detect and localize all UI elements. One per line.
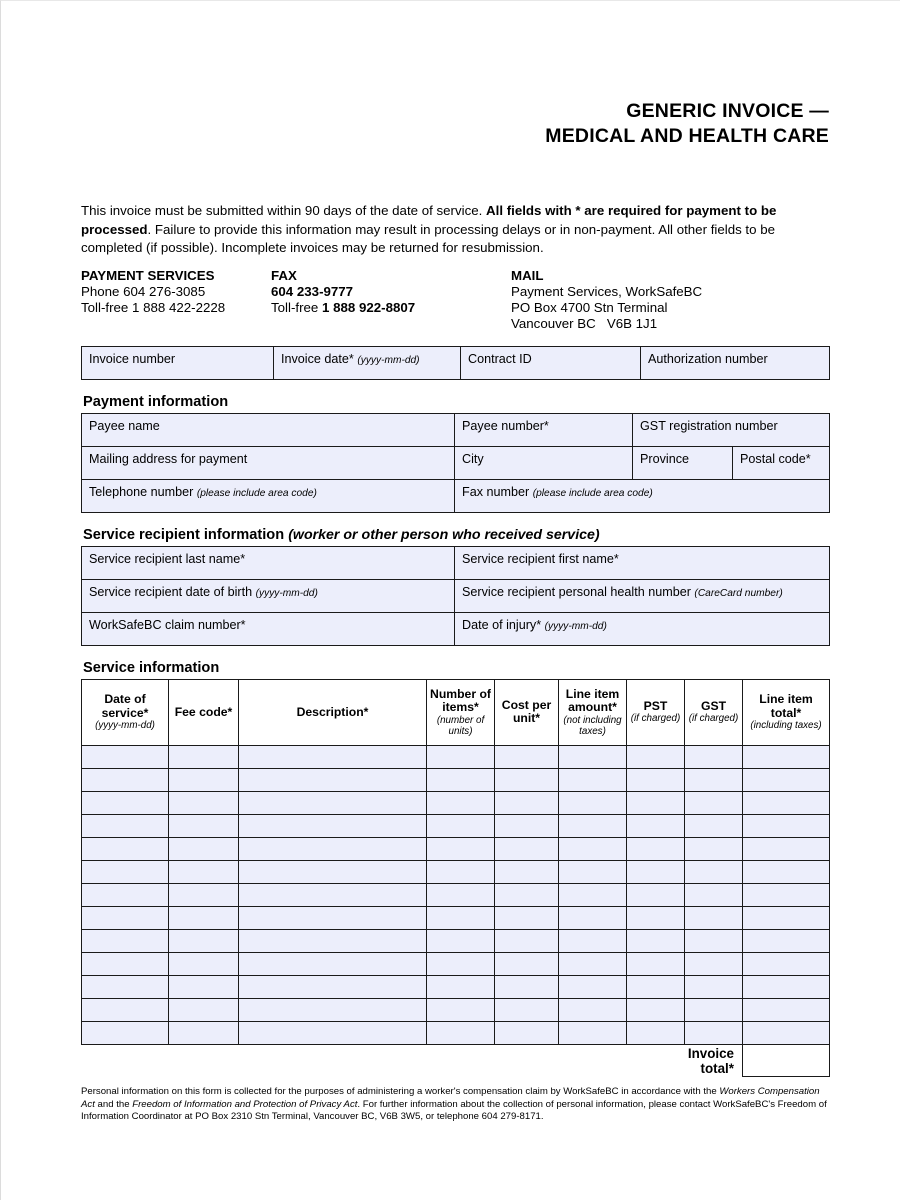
service-column-header-0	[82, 679, 169, 745]
section-heading-service-information-text: Service information	[83, 659, 220, 676]
field-payee-number[interactable]	[455, 413, 633, 446]
page-title-line2: MEDICAL AND HEALTH CARE	[545, 125, 829, 147]
service-column-header-3	[427, 679, 495, 745]
service-cell-r11-c2[interactable]	[239, 998, 427, 1021]
contact-mail-heading: MAIL	[511, 267, 544, 283]
field-mailing-address[interactable]	[82, 446, 455, 479]
service-cell-r3-c1[interactable]	[169, 814, 239, 837]
contact-mail-line1: Payment Services, WorkSafeBC	[511, 283, 703, 299]
service-cell-r2-c4[interactable]	[495, 791, 559, 814]
field-city[interactable]	[455, 446, 633, 479]
page-title	[81, 1, 829, 149]
contact-fax-number: 604 233-9777	[271, 283, 354, 299]
service-cell-r12-c2[interactable]	[239, 1021, 427, 1044]
table-row	[82, 446, 830, 479]
field-recipient-date-of-birth-label: Service recipient date of birth	[89, 584, 253, 599]
service-cell-r5-c7[interactable]	[685, 860, 743, 883]
service-table-row	[82, 952, 830, 975]
service-cell-r8-c5[interactable]	[559, 929, 627, 952]
contact-payment-services-heading: PAYMENT SERVICES	[81, 267, 215, 283]
service-column-header-hint: (if charged)	[630, 713, 681, 725]
service-column-header-hint: (including taxes)	[750, 720, 822, 732]
service-cell-r0-c3[interactable]	[427, 745, 495, 768]
service-cell-r8-c2[interactable]	[239, 929, 427, 952]
field-recipient-personal-health-number-hint: (CareCard number)	[694, 587, 783, 599]
contact-mail	[511, 268, 702, 333]
service-cell-r6-c1[interactable]	[169, 883, 239, 906]
service-table-row	[82, 929, 830, 952]
service-cell-r4-c8[interactable]	[743, 837, 830, 860]
field-invoice-date-hint: (yyyy-mm-dd)	[357, 354, 420, 366]
service-cell-r9-c8[interactable]	[743, 952, 830, 975]
service-cell-r2-c2[interactable]	[239, 791, 427, 814]
table-row	[82, 612, 830, 645]
invoice-total-row	[82, 1044, 830, 1077]
service-cell-r9-c2[interactable]	[239, 952, 427, 975]
service-table-row	[82, 998, 830, 1021]
service-cell-r10-c2[interactable]	[239, 975, 427, 998]
service-cell-r4-c1[interactable]	[169, 837, 239, 860]
section-heading-service-recipient-text: Service recipient information	[83, 526, 285, 543]
form-sheet	[81, 1, 829, 1124]
service-cell-r7-c8[interactable]	[743, 906, 830, 929]
service-cell-r1-c0[interactable]	[82, 768, 169, 791]
field-payee-name-label: Payee name	[89, 418, 160, 433]
service-column-header-6	[627, 679, 685, 745]
service-cell-r8-c3[interactable]	[427, 929, 495, 952]
service-table-body	[82, 745, 830, 1044]
service-cell-r5-c8[interactable]	[743, 860, 830, 883]
service-cell-r3-c4[interactable]	[495, 814, 559, 837]
service-cell-r6-c3[interactable]	[427, 883, 495, 906]
service-cell-r3-c8[interactable]	[743, 814, 830, 837]
service-table-row	[82, 1021, 830, 1044]
service-cell-r0-c8[interactable]	[743, 745, 830, 768]
field-recipient-date-of-birth[interactable]	[82, 579, 455, 612]
service-cell-r10-c7[interactable]	[685, 975, 743, 998]
service-cell-r1-c8[interactable]	[743, 768, 830, 791]
service-cell-r3-c2[interactable]	[239, 814, 427, 837]
service-cell-r11-c1[interactable]	[169, 998, 239, 1021]
service-column-header-hint: (if charged)	[688, 713, 739, 725]
field-recipient-personal-health-number-label: Service recipient personal health number	[462, 584, 691, 599]
field-fax-number-label: Fax number	[462, 484, 530, 499]
service-column-header-2	[239, 679, 427, 745]
service-cell-r9-c5[interactable]	[559, 952, 627, 975]
field-claim-number-label: WorkSafeBC claim number*	[89, 617, 246, 632]
service-cell-r6-c0[interactable]	[82, 883, 169, 906]
service-column-header-label: Cost per unit*	[501, 697, 552, 726]
service-cell-r10-c5[interactable]	[559, 975, 627, 998]
field-recipient-last-name[interactable]	[82, 546, 455, 579]
service-cell-r9-c1[interactable]	[169, 952, 239, 975]
service-cell-r3-c5[interactable]	[559, 814, 627, 837]
service-cell-r12-c7[interactable]	[685, 1021, 743, 1044]
service-cell-r4-c3[interactable]	[427, 837, 495, 860]
service-table-header-row	[82, 679, 830, 745]
service-cell-r11-c5[interactable]	[559, 998, 627, 1021]
service-cell-r5-c1[interactable]	[169, 860, 239, 883]
service-cell-r10-c6[interactable]	[627, 975, 685, 998]
contact-fax	[271, 268, 415, 317]
service-cell-r7-c1[interactable]	[169, 906, 239, 929]
service-cell-r3-c6[interactable]	[627, 814, 685, 837]
service-table-row	[82, 791, 830, 814]
field-contract-id[interactable]	[461, 346, 641, 379]
service-table-row	[82, 814, 830, 837]
intro-paragraph	[81, 202, 791, 258]
service-cell-r4-c0[interactable]	[82, 837, 169, 860]
field-invoice-date[interactable]	[274, 346, 461, 379]
field-telephone-number-label: Telephone number	[89, 484, 194, 499]
privacy-footer-act2: Freedom of Information and Protection of Privacy Act	[132, 1098, 358, 1110]
field-postal-code[interactable]	[733, 446, 830, 479]
invoice-identifiers-table	[81, 346, 830, 380]
service-column-header-8	[743, 679, 830, 745]
field-authorization-number[interactable]	[641, 346, 830, 379]
contact-block	[81, 268, 829, 330]
section-heading-service-recipient	[83, 527, 829, 543]
section-heading-payment-information	[83, 394, 829, 410]
service-cell-r8-c4[interactable]	[495, 929, 559, 952]
table-row	[82, 479, 830, 512]
field-date-of-injury-hint: (yyyy-mm-dd)	[544, 620, 607, 632]
service-cell-r1-c7[interactable]	[685, 768, 743, 791]
service-cell-r3-c7[interactable]	[685, 814, 743, 837]
service-cell-r1-c6[interactable]	[627, 768, 685, 791]
service-cell-r4-c7[interactable]	[685, 837, 743, 860]
service-column-header-4	[495, 679, 559, 745]
service-cell-r11-c0[interactable]	[82, 998, 169, 1021]
service-column-header-label: Number of items*	[430, 686, 491, 715]
table-row	[82, 546, 830, 579]
service-cell-r12-c0[interactable]	[82, 1021, 169, 1044]
service-cell-r12-c4[interactable]	[495, 1021, 559, 1044]
section-heading-payment-information-text: Payment information	[83, 393, 229, 410]
section-heading-service-information	[83, 660, 829, 676]
service-column-header-hint: (not including taxes)	[563, 714, 622, 737]
service-table-row	[82, 768, 830, 791]
service-cell-r5-c2[interactable]	[239, 860, 427, 883]
service-cell-r3-c0[interactable]	[82, 814, 169, 837]
service-cell-r12-c1[interactable]	[169, 1021, 239, 1044]
service-cell-r8-c8[interactable]	[743, 929, 830, 952]
table-row	[82, 346, 830, 379]
service-cell-r5-c4[interactable]	[495, 860, 559, 883]
service-cell-r12-c3[interactable]	[427, 1021, 495, 1044]
service-cell-r0-c7[interactable]	[685, 745, 743, 768]
service-column-header-label: GST	[700, 699, 727, 714]
service-table-row	[82, 860, 830, 883]
contact-mail-line2: PO Box 4700 Stn Terminal	[511, 300, 668, 316]
field-invoice-date-label: Invoice date*	[281, 351, 354, 366]
service-cell-r10-c4[interactable]	[495, 975, 559, 998]
service-cell-r2-c7[interactable]	[685, 791, 743, 814]
service-table-row	[82, 906, 830, 929]
privacy-footer-act1: Workers Compensation Act	[81, 1086, 820, 1110]
service-cell-r10-c8[interactable]	[743, 975, 830, 998]
service-cell-r9-c0[interactable]	[82, 952, 169, 975]
service-cell-r7-c3[interactable]	[427, 906, 495, 929]
field-recipient-date-of-birth-hint: (yyyy-mm-dd)	[255, 587, 318, 599]
service-cell-r7-c6[interactable]	[627, 906, 685, 929]
service-cell-r8-c1[interactable]	[169, 929, 239, 952]
service-cell-r2-c5[interactable]	[559, 791, 627, 814]
service-column-header-5	[559, 679, 627, 745]
field-date-of-injury[interactable]	[455, 612, 830, 645]
field-gst-registration-number-label: GST registration number	[640, 418, 778, 433]
service-cell-r1-c4[interactable]	[495, 768, 559, 791]
field-authorization-number-label: Authorization number	[648, 351, 768, 366]
service-cell-r0-c6[interactable]	[627, 745, 685, 768]
intro-text-part1: This invoice must be submitted within 90 days of the date of service.	[81, 203, 487, 218]
service-cell-r4-c4[interactable]	[495, 837, 559, 860]
contact-payment-services-phone: Phone 604 276-3085	[81, 283, 206, 299]
service-cell-r8-c6[interactable]	[627, 929, 685, 952]
privacy-footer-seg3: . For further information about the collection of personal information, please contact WorkSafeBC's Freedom of Information Coordinator at PO Box 2310 Stn Terminal, Vancouver BC, V6B 3W5, or telephone 604 279-8171.	[81, 1098, 827, 1123]
field-recipient-personal-health-number[interactable]	[455, 579, 830, 612]
intro-text-part2: . Failure to provide this information may result in processing delays or in non-payment. All other fields to be completed (if possible). Incomplete invoices may be returned for resubmission.	[81, 221, 776, 256]
service-cell-r1-c5[interactable]	[559, 768, 627, 791]
section-heading-service-recipient-subtext: (worker or other person who received service)	[288, 526, 600, 543]
contact-payment-services	[81, 268, 225, 317]
service-cell-r12-c6[interactable]	[627, 1021, 685, 1044]
service-cell-r11-c7[interactable]	[685, 998, 743, 1021]
service-cell-r2-c1[interactable]	[169, 791, 239, 814]
privacy-footer	[81, 1086, 829, 1124]
service-cell-r7-c2[interactable]	[239, 906, 427, 929]
invoice-total-spacer	[82, 1044, 685, 1077]
field-fax-number-hint: (please include area code)	[532, 487, 653, 499]
service-cell-r0-c5[interactable]	[559, 745, 627, 768]
service-cell-r10-c1[interactable]	[169, 975, 239, 998]
service-cell-r10-c3[interactable]	[427, 975, 495, 998]
service-cell-r1-c3[interactable]	[427, 768, 495, 791]
service-cell-r2-c0[interactable]	[82, 791, 169, 814]
field-gst-registration-number[interactable]	[633, 413, 830, 446]
service-cell-r8-c0[interactable]	[82, 929, 169, 952]
payment-information-table	[81, 413, 830, 513]
service-cell-r1-c2[interactable]	[239, 768, 427, 791]
contact-mail-line3: Vancouver BC V6B 1J1	[511, 316, 658, 332]
field-recipient-first-name[interactable]	[455, 546, 830, 579]
service-column-header-label: Line item amount*	[565, 686, 620, 715]
privacy-footer-seg1: Personal information on this form is collected for the purposes of administering a worker's compensation claim by WorkSafeBC in accordance with the	[81, 1086, 720, 1098]
field-province-label: Province	[640, 451, 689, 466]
service-cell-r6-c5[interactable]	[559, 883, 627, 906]
service-table-row	[82, 837, 830, 860]
service-recipient-table	[81, 546, 830, 646]
service-cell-r9-c3[interactable]	[427, 952, 495, 975]
service-cell-r8-c7[interactable]	[685, 929, 743, 952]
service-cell-r7-c5[interactable]	[559, 906, 627, 929]
field-recipient-last-name-label: Service recipient last name*	[89, 551, 246, 566]
field-contract-id-label: Contract ID	[468, 351, 532, 366]
service-information-table	[81, 679, 830, 1078]
service-cell-r4-c5[interactable]	[559, 837, 627, 860]
field-recipient-first-name-label: Service recipient first name*	[462, 551, 619, 566]
service-cell-r11-c3[interactable]	[427, 998, 495, 1021]
service-cell-r6-c2[interactable]	[239, 883, 427, 906]
table-row	[82, 413, 830, 446]
intro-text-bold: All fields with * are required for payment to be processed	[81, 203, 777, 237]
service-cell-r11-c6[interactable]	[627, 998, 685, 1021]
page-title-line1: GENERIC INVOICE —	[626, 100, 829, 122]
service-column-header-label: Fee code*	[174, 704, 233, 719]
service-column-header-hint: (number of units)	[436, 714, 485, 737]
service-cell-r6-c4[interactable]	[495, 883, 559, 906]
service-column-header-label: Line item total*	[759, 692, 813, 720]
service-cell-r11-c4[interactable]	[495, 998, 559, 1021]
service-cell-r6-c6[interactable]	[627, 883, 685, 906]
service-cell-r5-c0[interactable]	[82, 860, 169, 883]
service-cell-r0-c0[interactable]	[82, 745, 169, 768]
service-cell-r7-c7[interactable]	[685, 906, 743, 929]
contact-fax-tollfree-number: 1 888 922-8807	[322, 300, 416, 316]
service-table-row	[82, 975, 830, 998]
service-cell-r9-c6[interactable]	[627, 952, 685, 975]
field-telephone-number-hint: (please include area code)	[196, 487, 317, 499]
field-invoice-number[interactable]	[82, 346, 274, 379]
service-cell-r4-c6[interactable]	[627, 837, 685, 860]
field-fax-number[interactable]	[455, 479, 830, 512]
field-payee-name[interactable]	[82, 413, 455, 446]
service-column-header-label: Date of service*	[101, 692, 149, 720]
invoice-total-label: Invoice total*	[685, 1044, 743, 1077]
service-cell-r6-c7[interactable]	[685, 883, 743, 906]
service-cell-r11-c8[interactable]	[743, 998, 830, 1021]
service-column-header-1	[169, 679, 239, 745]
service-cell-r12-c8[interactable]	[743, 1021, 830, 1044]
service-cell-r2-c8[interactable]	[743, 791, 830, 814]
privacy-footer-seg2: and the	[94, 1098, 133, 1110]
field-payee-number-label: Payee number*	[462, 418, 549, 433]
service-column-header-label: Description*	[296, 704, 369, 719]
service-cell-r4-c2[interactable]	[239, 837, 427, 860]
field-mailing-address-label: Mailing address for payment	[89, 451, 248, 466]
contact-payment-services-tollfree: Toll-free 1 888 422-2228	[81, 300, 226, 316]
service-cell-r9-c7[interactable]	[685, 952, 743, 975]
service-column-header-7	[685, 679, 743, 745]
service-cell-r6-c8[interactable]	[743, 883, 830, 906]
service-cell-r2-c3[interactable]	[427, 791, 495, 814]
field-claim-number[interactable]	[82, 612, 455, 645]
field-province[interactable]	[633, 446, 733, 479]
field-date-of-injury-label: Date of injury*	[462, 617, 542, 632]
service-cell-r0-c2[interactable]	[239, 745, 427, 768]
service-cell-r0-c1[interactable]	[169, 745, 239, 768]
service-cell-r2-c6[interactable]	[627, 791, 685, 814]
service-cell-r0-c4[interactable]	[495, 745, 559, 768]
service-column-header-hint: (yyyy-mm-dd)	[95, 720, 155, 732]
service-cell-r5-c6[interactable]	[627, 860, 685, 883]
service-cell-r10-c0[interactable]	[82, 975, 169, 998]
contact-fax-heading: FAX	[271, 267, 297, 283]
field-invoice-number-label: Invoice number	[89, 351, 176, 366]
service-cell-r3-c3[interactable]	[427, 814, 495, 837]
service-table-row	[82, 883, 830, 906]
service-cell-r5-c3[interactable]	[427, 860, 495, 883]
field-postal-code-label: Postal code*	[740, 451, 811, 466]
field-city-label: City	[462, 451, 484, 466]
service-cell-r1-c1[interactable]	[169, 768, 239, 791]
service-column-header-label: PST	[643, 699, 668, 714]
service-table-row	[82, 745, 830, 768]
service-cell-r7-c0[interactable]	[82, 906, 169, 929]
field-telephone-number[interactable]	[82, 479, 455, 512]
service-cell-r5-c5[interactable]	[559, 860, 627, 883]
table-row	[82, 579, 830, 612]
service-cell-r12-c5[interactable]	[559, 1021, 627, 1044]
service-cell-r7-c4[interactable]	[495, 906, 559, 929]
service-cell-r9-c4[interactable]	[495, 952, 559, 975]
contact-fax-tollfree-prefix: Toll-free	[271, 300, 322, 316]
invoice-total-input[interactable]	[743, 1044, 830, 1077]
